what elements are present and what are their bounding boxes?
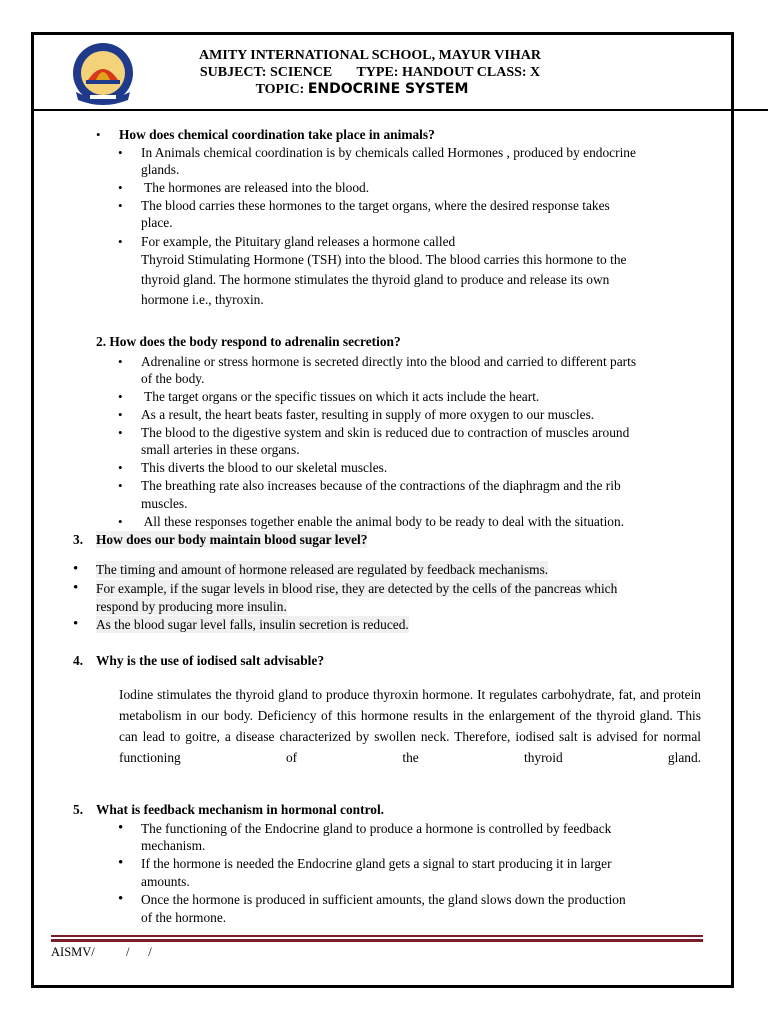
bullet-icon: •: [118, 180, 123, 195]
q1-line: hormone i.e., thyroxin.: [141, 292, 264, 307]
bullet-icon: •: [118, 425, 123, 440]
bullet-icon: •: [118, 407, 123, 422]
q5-number: 5.: [73, 802, 84, 817]
q2-line: The target organs or the specific tissues on which it acts include the heart.: [141, 389, 540, 404]
q1-line: Thyroid Stimulating Hormone (TSH) into the blood. The blood carries this hormone to the: [141, 252, 627, 267]
q2-line: of the body.: [141, 371, 205, 386]
topic-label: TOPIC:: [255, 82, 308, 97]
bullet-icon: •: [118, 198, 123, 213]
page-border: [31, 32, 734, 988]
q3-title: How does our body maintain blood sugar level?: [96, 532, 368, 547]
q2-title: 2. How does the body respond to adrenalin secretion?: [96, 334, 401, 349]
bullet-icon: •: [118, 820, 124, 836]
bullet-icon: •: [118, 354, 123, 369]
bullet-icon: •: [118, 514, 123, 529]
q5-line: Once the hormone is produced in sufficient amounts, the gland slows down the production: [141, 892, 626, 907]
document-header: [140, 47, 600, 98]
q1-line: glands.: [141, 162, 180, 177]
q5-line: The functioning of the Endocrine gland to produce a hormone is controlled by feedback: [141, 821, 612, 836]
q4-paragraph: Iodine stimulates the thyroid gland to produce thyroxin hormone. It regulates carbohydrate, fat, and protein metabolism in our body. Deficiency of this hormone results in the enlargement of the thyroid gland. This can lead to goitre, a disease characterized by swollen neck. Therefore, iodised salt is advised for normal functioning of the thyroid gland.: [119, 687, 701, 765]
q5-line: of the hormone.: [141, 910, 227, 925]
bullet-icon: •: [118, 460, 123, 475]
q4-number: 4.: [73, 653, 84, 668]
topic-value: ENDOCRINE SYSTEM: [307, 81, 469, 97]
q3-line: For example, if the sugar levels in blood rise, they are detected by the cells of the pancreas which: [96, 581, 618, 596]
bullet-icon: •: [118, 389, 123, 404]
bullet-icon: •: [118, 145, 123, 160]
header-divider: [31, 109, 768, 111]
q1-line: thyroid gland. The hormone stimulates the thyroid gland to produce and release its own: [141, 272, 610, 287]
footer-rule: [51, 935, 703, 937]
q5-line: mechanism.: [141, 838, 206, 853]
q2-line: Adrenaline or stress hormone is secreted directly into the blood and carried to different parts: [141, 354, 637, 369]
q1-title: How does chemical coordination take place in animals?: [119, 127, 435, 142]
school-name: AMITY INTERNATIONAL SCHOOL, MAYUR VIHAR: [199, 48, 541, 63]
q2-line: All these responses together enable the animal body to be ready to deal with the situation.: [141, 514, 625, 529]
bullet-icon: •: [73, 616, 79, 632]
bullet-icon: •: [118, 891, 124, 907]
q5-line: If the hormone is needed the Endocrine gland gets a signal to start producing it in larger: [141, 856, 612, 871]
q1-line: For example, the Pituitary gland releases a hormone called: [141, 234, 456, 249]
q2-line: small arteries in these organs.: [141, 442, 300, 457]
footer-rule: [51, 939, 703, 942]
q2-line: muscles.: [141, 496, 188, 511]
q5-title: What is feedback mechanism in hormonal control.: [96, 802, 385, 817]
topic-line: [140, 81, 600, 98]
q2-line: As a result, the heart beats faster, resulting in supply of more oxygen to our muscles.: [141, 407, 595, 422]
bullet-icon: •: [118, 234, 123, 249]
bullet-icon: •: [96, 127, 101, 142]
bullet-icon: •: [118, 855, 124, 871]
q2-line: The breathing rate also increases because of the contractions of the diaphragm and the rib: [141, 478, 621, 493]
q1-line: The hormones are released into the blood.: [141, 180, 370, 195]
q5-line: amounts.: [141, 874, 190, 889]
q3-line: respond by producing more insulin.: [96, 599, 287, 614]
bullet-icon: •: [118, 478, 123, 493]
q3-line: The timing and amount of hormone released are regulated by feedback mechanisms.: [96, 562, 549, 577]
bullet-icon: •: [73, 580, 79, 596]
q2-line: This diverts the blood to our skeletal muscles.: [141, 460, 388, 475]
school-logo: [68, 40, 138, 110]
q3-number: 3.: [73, 532, 84, 547]
footer-text: AISMV/ / /: [51, 945, 152, 959]
bullet-icon: •: [73, 561, 79, 577]
q1-line: In Animals chemical coordination is by chemicals called Hormones , produced by endocrine: [141, 145, 636, 160]
q3-line: As the blood sugar level falls, insulin secretion is reduced.: [96, 617, 409, 632]
q1-line: The blood carries these hormones to the target organs, where the desired response takes: [141, 198, 610, 213]
q4-title: Why is the use of iodised salt advisable?: [96, 653, 325, 668]
q1-line: place.: [141, 215, 173, 230]
q2-line: The blood to the digestive system and skin is reduced due to contraction of muscles around: [141, 425, 630, 440]
subject-line: SUBJECT: SCIENCE TYPE: HANDOUT CLASS: X: [199, 65, 541, 80]
